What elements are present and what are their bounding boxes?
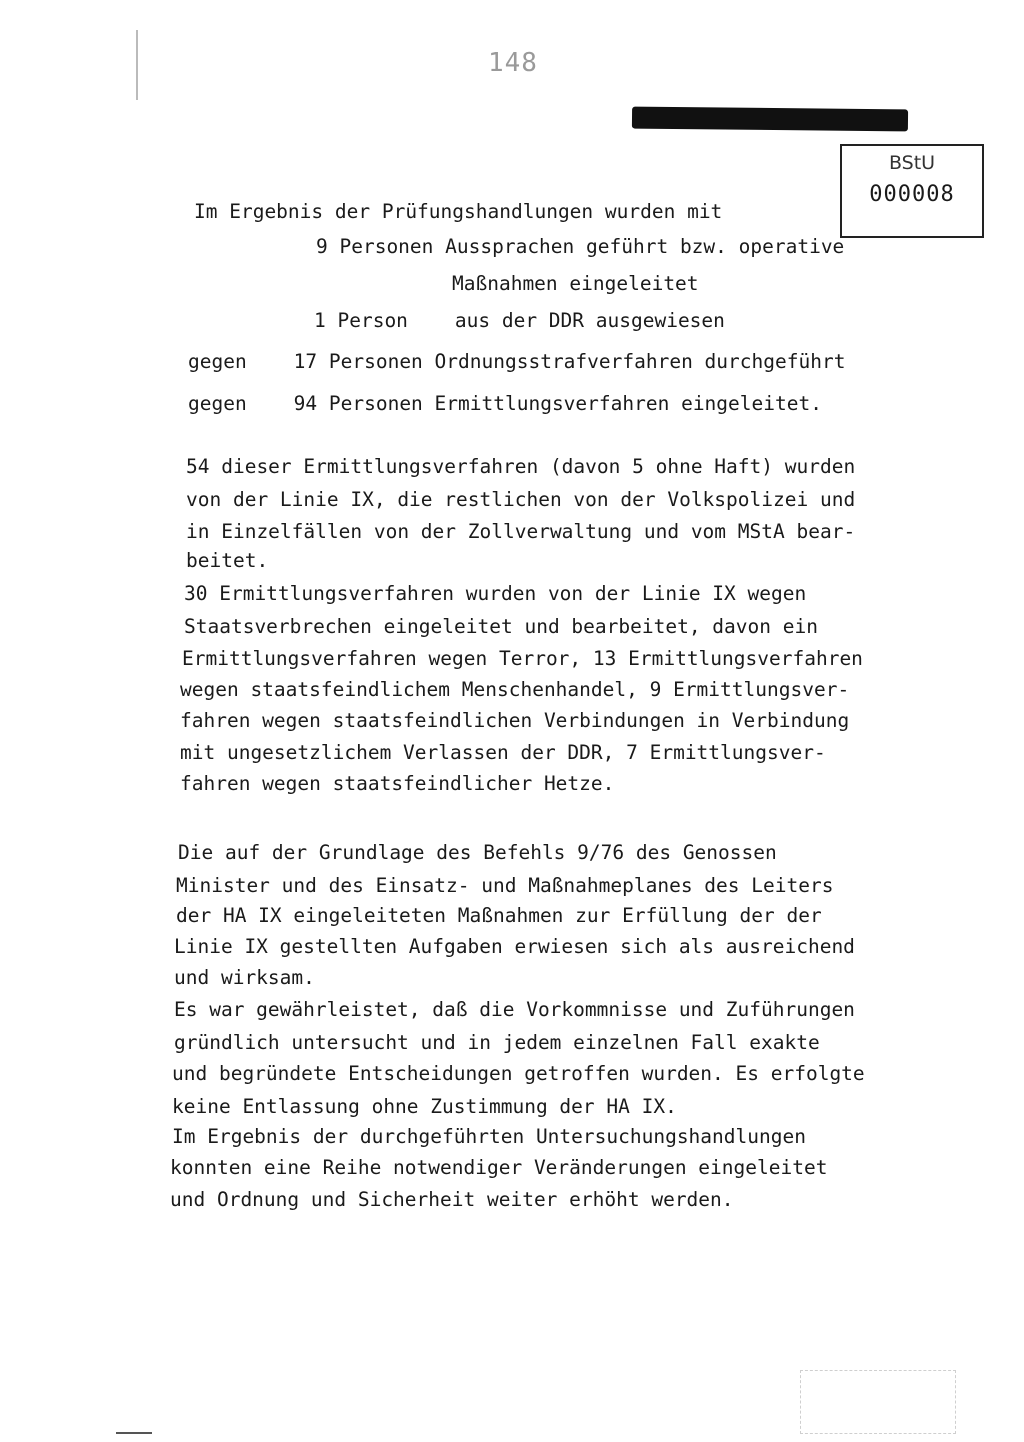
text-line: 1 Person aus der DDR ausgewiesen bbox=[314, 309, 725, 332]
page-number: 148 bbox=[488, 48, 538, 78]
text-line: von der Linie IX, die restlichen von der Volkspolizei und bbox=[186, 488, 856, 511]
text-line: keine Entlassung ohne Zustimmung der HA IX. bbox=[172, 1095, 677, 1118]
text-line: und Ordnung und Sicherheit weiter erhöht werden. bbox=[170, 1188, 734, 1211]
text-line: fahren wegen staatsfeindlicher Hetze. bbox=[180, 772, 615, 795]
archive-stamp bbox=[840, 144, 984, 238]
text-line: wegen staatsfeindlichem Menschenhandel, 9 Ermittlungsver- bbox=[180, 678, 850, 701]
text-line: Maßnahmen eingeleitet bbox=[452, 272, 699, 295]
redaction-bar bbox=[632, 107, 908, 132]
text-line: mit ungesetzlichem Verlassen der DDR, 7 Ermittlungsver- bbox=[180, 741, 826, 764]
margin-mark bbox=[136, 30, 138, 100]
text-line: Linie IX gestellten Aufgaben erwiesen sich als ausreichend bbox=[174, 935, 855, 958]
archive-stamp-title: BStU bbox=[888, 152, 936, 174]
text-line: gegen 17 Personen Ordnungsstrafverfahren durchgeführt bbox=[188, 350, 846, 373]
text-line: und wirksam. bbox=[174, 966, 315, 989]
text-line: 9 Personen Aussprachen geführt bzw. operative bbox=[316, 235, 845, 258]
text-line: Staatsverbrechen eingeleitet und bearbeitet, davon ein bbox=[184, 615, 818, 638]
text-line: Minister und des Einsatz- und Maßnahmeplanes des Leiters bbox=[176, 874, 834, 897]
text-line: konnten eine Reihe notwendiger Veränderungen eingeleitet bbox=[170, 1156, 828, 1179]
text-line: Im Ergebnis der durchgeführten Untersuchungshandlungen bbox=[172, 1125, 806, 1148]
text-line: gegen 94 Personen Ermittlungsverfahren eingeleitet. bbox=[188, 392, 822, 415]
faded-stamp bbox=[800, 1370, 956, 1434]
corner-mark bbox=[116, 1432, 152, 1434]
text-line: fahren wegen staatsfeindlichen Verbindungen in Verbindung bbox=[180, 709, 850, 732]
text-line: 30 Ermittlungsverfahren wurden von der Linie IX wegen bbox=[184, 582, 807, 605]
text-line: Die auf der Grundlage des Befehls 9/76 des Genossen bbox=[178, 841, 777, 864]
text-line: Ermittlungsverfahren wegen Terror, 13 Ermittlungsverfahren bbox=[182, 647, 863, 670]
text-line: Im Ergebnis der Prüfungshandlungen wurden mit bbox=[194, 200, 723, 223]
text-line: 54 dieser Ermittlungsverfahren (davon 5 ohne Haft) wurden bbox=[186, 455, 856, 478]
text-line: der HA IX eingeleiteten Maßnahmen zur Erfüllung der der bbox=[176, 904, 822, 927]
text-line: beitet. bbox=[186, 549, 269, 572]
archive-stamp-number: 000008 bbox=[869, 182, 955, 207]
text-line: gründlich untersucht und in jedem einzelnen Fall exakte bbox=[174, 1031, 820, 1054]
text-line: in Einzelfällen von der Zollverwaltung und vom MStA bear- bbox=[186, 520, 856, 543]
text-line: und begründete Entscheidungen getroffen wurden. Es erfolgte bbox=[172, 1062, 865, 1085]
text-line: Es war gewährleistet, daß die Vorkommnisse und Zuführungen bbox=[174, 998, 855, 1021]
